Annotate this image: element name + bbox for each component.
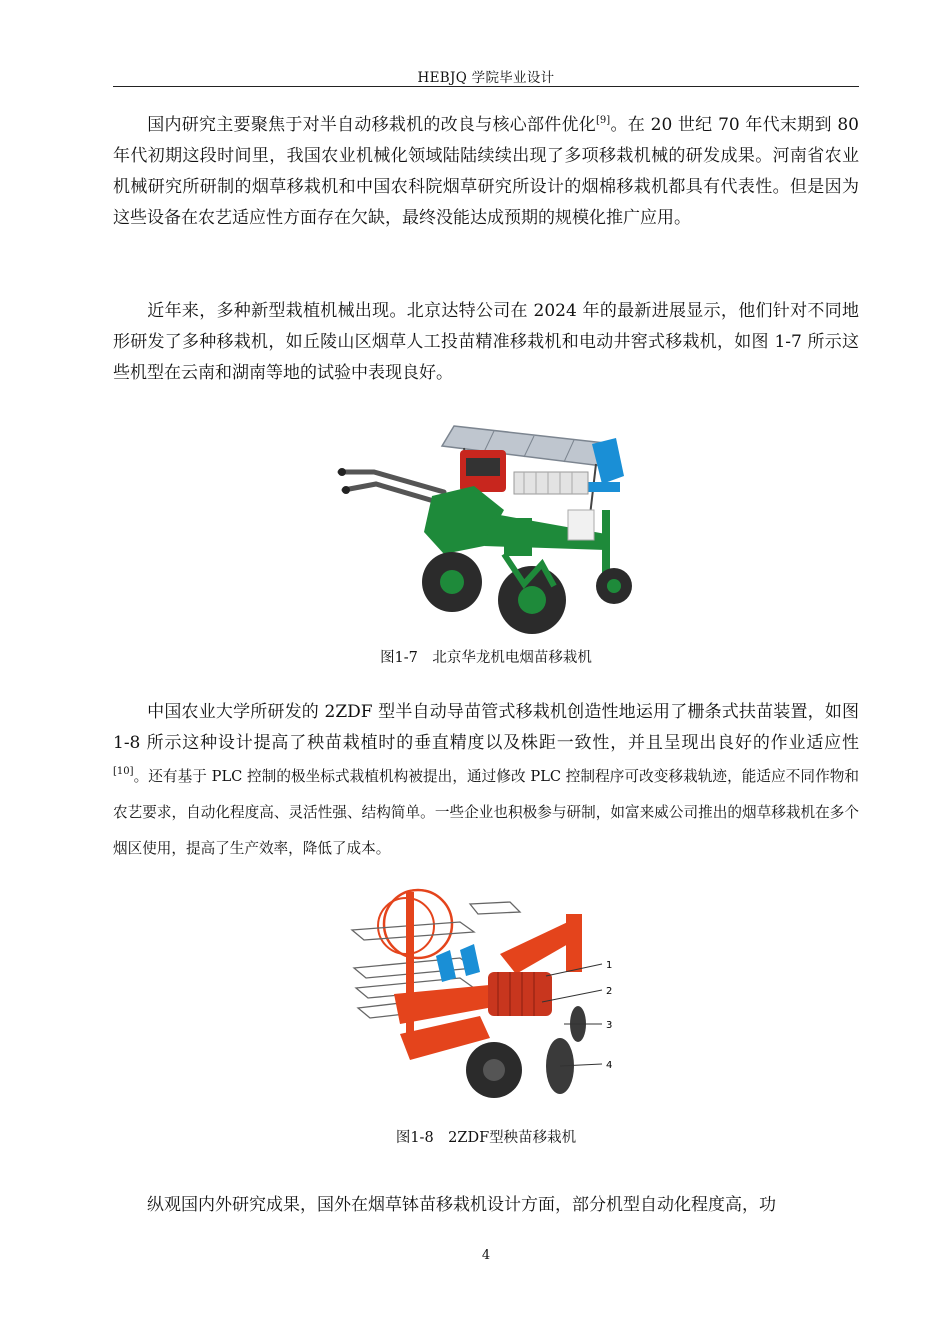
paragraph-4-text: 纵观国内外研究成果，国外在烟草钵苗移栽机设计方面，部分机型自动化程度高，功 [147,1195,776,1215]
paragraph-2-text: 近年来，多种新型栽植机械出现。北京达特公司在 2024 年的最新进展显示，他们针对不同地形研发了多种移栽机，如丘陵山区烟草人工投苗精准移栽机和电动井窖式移栽机，如图 1-7 所示这些机型在云南和湖南等地的试验中表现良好。 [113,301,859,383]
figure-1-7-caption: 图1-7 北京华龙机电烟苗移栽机 [380,650,592,666]
callout-4: 4 [606,1060,613,1071]
page-header: HEBJQ 学院毕业设计 [417,70,555,86]
page-number: 4 [481,1248,491,1263]
paragraph-4 [113,1190,859,1221]
callout-1: 1 [606,960,613,971]
paragraph-1-text: 国内研究主要聚焦于对半自动移栽机的改良与核心部件优化 [147,115,597,135]
citation-10: [10] [113,766,134,777]
figure-1-7-image [334,414,634,640]
paragraph-1 [113,110,859,234]
citation-9: [9] [596,115,611,126]
paragraph-1-tail: 。在 20 世纪 70 年代末期到 80 年代初期这段时间里，我国农业机械化领域陆陆续续出现了多项移栽机械的研发成果。河南省农业机械研究所研制的烟草移栽机和中国农科院烟草研究所设计的烟棉移栽机都具有代表性。但是因为这些设备在农艺适应性方面存在欠缺，最终没能达成预期的规模化推广应用。 [113,115,859,228]
paragraph-3-tail: 。还有基于 PLC 控制的极坐标式栽植机构被提出，通过修改 PLC 控制程序可改变移栽轨迹，能适应不同作物和农艺要求，自动化程度高、灵活性强、结构简单。一些企业也积极参与研制，如富来威公司推出的烟草移栽机在多个烟区使用，提高了生产效率，降低了成本。 [113,768,859,857]
figure-1-8-caption: 图1-8 2ZDF型秧苗移栽机 [395,1130,577,1146]
paragraph-2 [113,296,859,389]
figure-1-8-image [350,884,622,1110]
paragraph-3 [113,697,859,867]
paragraph-3-text: 中国农业大学所研发的 2ZDF 型半自动导苗管式移栽机创造性地运用了栅条式扶苗装置，如图 1-8 所示这种设计提高了秧苗栽植时的垂直精度以及株距一致性，并且呈现出良好的作业适应性 [113,702,859,753]
header-rule [113,86,859,87]
callout-3: 3 [606,1020,613,1031]
callout-2: 2 [606,986,613,997]
